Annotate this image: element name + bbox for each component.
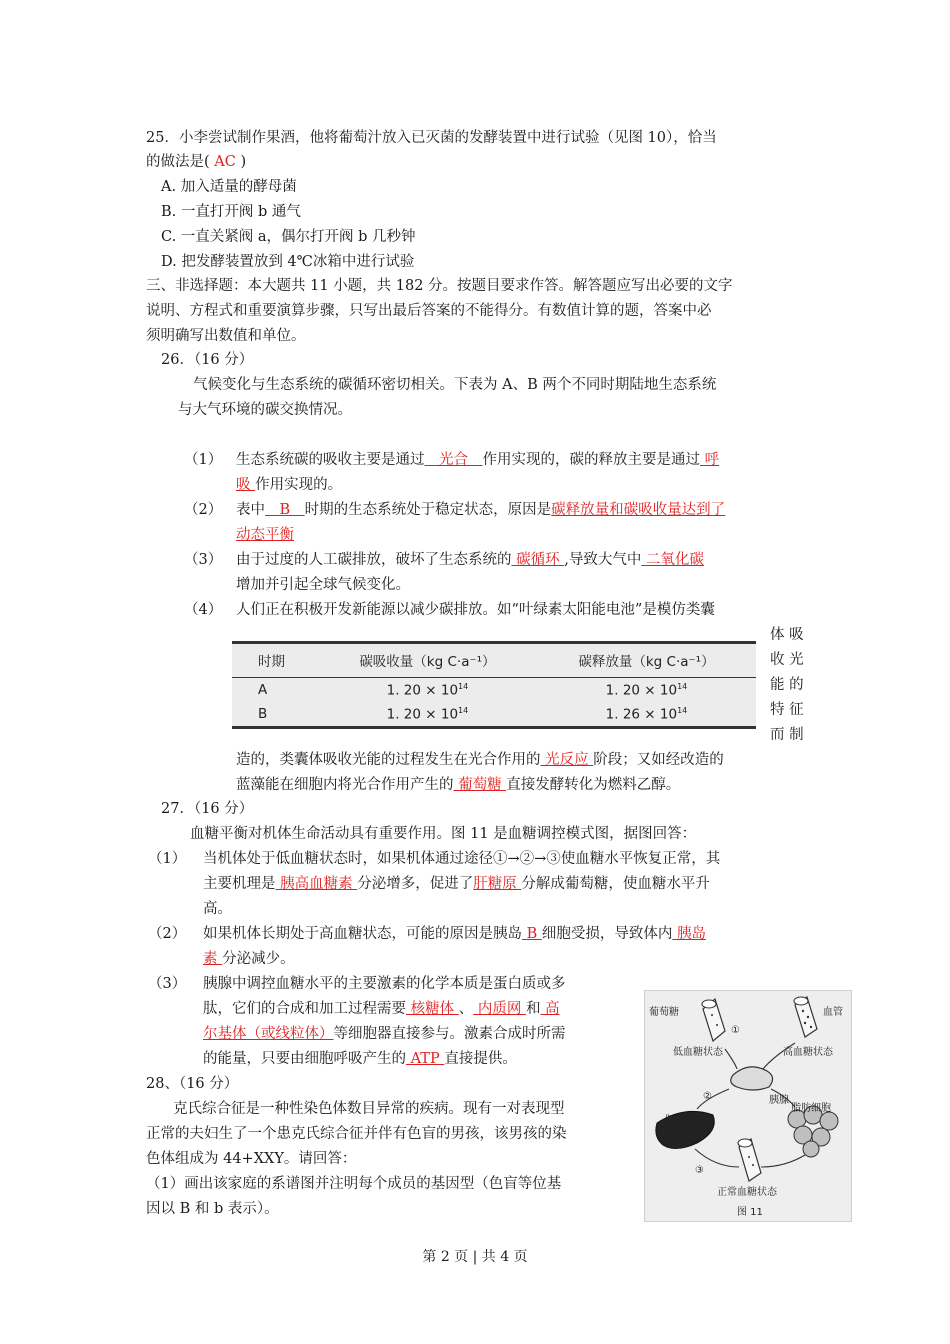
page-footer: 第 2 页 | 共 4 页: [422, 1249, 528, 1265]
q26-part1-text-b: 作用实现的，碳的释放主要是通过: [482, 452, 700, 468]
q26-intro-line2: 与大气环境的碳交换情况。: [178, 402, 352, 418]
q26-part4-answer-1: 光反应: [540, 752, 594, 768]
figure-caption: 图 11: [737, 1207, 763, 1218]
q26-part1-answer-2a: 呼: [700, 452, 720, 468]
table-exponent: 14: [677, 681, 688, 691]
q27-part2-number: （2）: [148, 926, 187, 942]
q25-option-d: D. 把发酵装置放到 4℃冰箱中进行试验: [161, 254, 415, 270]
q27-part2-text-b: 细胞受损，导致体内: [541, 926, 673, 942]
q27-part3-line2: [203, 999, 560, 1019]
q26-intro-line1: 气候变化与生态系统的碳循环密切相关。下表为 A、B 两个不同时期陆地生态系统: [193, 377, 717, 393]
section3-line1: 三、非选择题：本大题共 11 小题，共 182 分。按题目要求作答。解答题应写出必要的文字: [146, 278, 733, 294]
q27-part3-and: 和: [525, 1001, 541, 1017]
table-cell-release: [537, 677, 756, 701]
pancreas-icon: [731, 1067, 773, 1090]
q25-stem-prefix: 的做法是(: [146, 154, 210, 170]
low-sugar-vessel-icon: [702, 999, 725, 1041]
table-value: 1. 20 × 10: [386, 706, 459, 723]
section3-line3: 须明确写出数值和单位。: [146, 328, 306, 344]
q26-part3-line1: [236, 550, 704, 570]
figure-label-liver: 肝脏: [665, 1115, 685, 1126]
figure-step-3: ③: [695, 1165, 704, 1176]
table-value: 1. 26 × 10: [605, 706, 678, 723]
q27-part3-line1: 胰腺中调控血糖水平的主要激素的化学本质是蛋白质或多: [203, 976, 566, 992]
q26-part3-text-a: 由于过度的人工碳排放，破坏了生态系统的: [236, 552, 512, 568]
q27-part3-text-c: 等细胞器直接参与。激素合成时所需: [333, 1026, 566, 1042]
q26-part4-side-4: 特 征: [770, 702, 804, 718]
q27-intro: 血糖平衡对机体生命活动具有重要作用。图 11 是血糖调控模式图，据图回答：: [190, 826, 697, 842]
q26-part4-line2: [236, 750, 724, 770]
q26-part1-line2: [236, 475, 342, 495]
table-header-release: 碳释放量（kg C·a⁻¹）: [537, 643, 756, 678]
q26-part3-line2: 增加并引起全球气候变化。: [236, 577, 410, 593]
table-cell-release: [537, 702, 756, 728]
q27-part2-line2: [203, 949, 295, 969]
q27-part3-text-b: 肽，它们的合成和加工过程需要: [203, 1001, 406, 1017]
q28-line3: 色体组成为 44+XXY。请回答：: [146, 1151, 357, 1167]
table-cell-period: A: [258, 681, 268, 698]
carbon-exchange-table: [232, 641, 756, 729]
q26-part2-line1: [236, 500, 725, 520]
q27-part1-number: （1）: [148, 851, 187, 867]
figure-label-fat-cells: 脂肪细胞: [791, 1103, 831, 1114]
q26-part2-text-b: 时期的生态系统处于稳定状态，原因是: [304, 502, 552, 518]
table-cell-period: B: [232, 702, 318, 728]
q26-part4-line1: 人们正在积极开发新能源以减少碳排放。如“叶绿素太阳能电池”是模仿类囊: [236, 602, 715, 618]
q27-part3-answer-4: ATP: [406, 1051, 445, 1067]
figure-label-glucose: 葡萄糖: [649, 1007, 679, 1018]
q26-part2-answer-1: B: [265, 502, 305, 518]
table-exponent: 14: [677, 705, 688, 715]
q27-part3-text-e: 直接提供。: [444, 1051, 517, 1067]
q26-part4-text-d: 蓝藻能在细胞内将光合作用产生的: [236, 777, 454, 793]
q26-part2-line2: [236, 525, 294, 545]
q28-line4: （1）画出该家庭的系谱图并注明每个成员的基因型（色盲等位基: [146, 1176, 562, 1192]
figure-label-low-sugar: 低血糖状态: [673, 1047, 723, 1058]
q28-line5: 因以 B 和 b 表示）。: [146, 1201, 279, 1217]
figure-label-pancreas: 胰腺: [769, 1095, 789, 1106]
q26-part3-answer-2: 二氧化碳: [641, 552, 704, 568]
figure-label-high-sugar: 高血糖状态: [783, 1047, 833, 1058]
q27-part3-answer-3b: 尔基体（或线粒体）: [203, 1026, 334, 1042]
q26-part3-answer-1: 碳循环: [511, 552, 565, 568]
q27-part1-line2: [203, 874, 710, 894]
table-exponent: 14: [458, 681, 469, 691]
q25-stem-line2: [146, 152, 246, 172]
q27-part1-line1: 当机体处于低血糖状态时，如果机体通过途径①→②→③使血糖水平恢复正常，其: [203, 851, 721, 867]
q26-part3-number: （3）: [184, 552, 223, 568]
q27-part3-number: （3）: [148, 976, 187, 992]
q25-option-b: B. 一直打开阀 b 通气: [161, 204, 301, 220]
q28-line2: 正常的夫妇生了一个患克氏综合征并伴有色盲的男孩，该男孩的染: [146, 1126, 567, 1142]
q27-part2-answer-2b: 素: [203, 951, 223, 967]
table-header-absorb: 碳吸收量（kg C·a⁻¹）: [318, 643, 537, 678]
section3-line2: 说明、方程式和重要演算步骤，只写出最后答案的不能得分。有数值计算的题，答案中必: [146, 303, 712, 319]
q26-part1-text-c: 作用实现的。: [255, 477, 343, 493]
figure-11-blood-sugar-diagram: [644, 990, 852, 1222]
normal-sugar-vessel-icon: [738, 1139, 761, 1181]
q25-option-a: A. 加入适量的酵母菌: [161, 179, 297, 195]
q26-part4-side-2: 收 光: [770, 652, 804, 668]
q27-part1-text-c: 分泌增多，促进了: [357, 876, 474, 892]
q26-part1-line1: [236, 450, 719, 470]
table-exponent: 14: [458, 705, 469, 715]
figure-label-vessel: 血管: [823, 1007, 843, 1018]
q27-part2-answer-2a: 胰岛: [672, 926, 706, 942]
q26-part4-line3: [236, 775, 680, 795]
q27-part3-text-d: 的能量，只要由细胞呼吸产生的: [203, 1051, 406, 1067]
q27-part2-line1: [203, 924, 706, 944]
q26-part4-side-5: 而 制: [770, 727, 804, 743]
q26-part3-text-b: ,导致大气中: [564, 552, 642, 568]
q26-part1-text-a: 生态系统碳的吸收主要是通过: [236, 452, 425, 468]
q27-part2-text-c: 分泌减少。: [222, 951, 295, 967]
q27-part1-text-b: 主要机理是: [203, 876, 276, 892]
high-sugar-vessel-icon: [794, 997, 817, 1037]
table-cell-absorb: [318, 677, 537, 701]
q26-part4-number: （4）: [184, 602, 223, 618]
q26-heading: 26．（16 分）: [161, 352, 254, 368]
q26-part4-text-e: 直接发酵转化为燃料乙醇。: [506, 777, 681, 793]
q27-part1-text-d: 分解成葡萄糖，使血糖水平升: [521, 876, 710, 892]
q27-part1-answer-2: 肝糖原: [473, 876, 522, 892]
table-header-period: 时期: [232, 643, 318, 678]
table-value: 1. 20 × 10: [386, 682, 459, 699]
figure-label-normal-sugar: 正常血糖状态: [717, 1187, 777, 1198]
q27-part3-answer-2: 内质网: [473, 1001, 526, 1017]
q26-part4-text-c: 阶段；又如经改造的: [593, 752, 724, 768]
q26-part2-answer-2b: 动态平衡: [236, 527, 294, 543]
q25-stem-suffix: ): [240, 154, 247, 170]
q27-part3-separator: 、: [458, 1001, 474, 1017]
q26-part4-text-b: 造的，类囊体吸收光能的过程发生在光合作用的: [236, 752, 541, 768]
q27-part2-text-a: 如果机体长期处于高血糖状态，可能的原因是胰岛: [203, 926, 522, 942]
q27-part3-line3: [203, 1024, 566, 1044]
q26-part1-number: （1）: [184, 452, 223, 468]
table-row: [232, 702, 756, 728]
q26-part4-side-1: 体 吸: [770, 627, 804, 643]
q27-part3-answer-1: 核糖体: [406, 1001, 459, 1017]
table-header-row: [232, 643, 756, 678]
q26-part1-answer-2b: 吸: [236, 477, 256, 493]
q26-part2-answer-2a: 碳释放量和碳吸收量达到了: [551, 502, 726, 518]
q27-heading: 27．（16 分）: [161, 801, 254, 817]
q26-part2-number: （2）: [184, 502, 223, 518]
q25-option-c: C. 一直关紧阀 a，偶尔打开阀 b 几秒钟: [161, 229, 416, 245]
q27-part2-answer-1: B: [522, 926, 542, 942]
q28-line1: 克氏综合征是一种性染色体数目异常的疾病。现有一对表现型: [173, 1101, 565, 1117]
q27-part3-line4: [203, 1049, 517, 1069]
table-value: 1. 20 × 10: [605, 682, 678, 699]
q25-answer: AC: [214, 154, 236, 170]
table-row: [232, 677, 756, 701]
q26-part1-answer-1: 光合: [424, 452, 483, 468]
q28-heading: 28、（16 分）: [146, 1076, 239, 1092]
q26-part2-text-a: 表中: [236, 502, 265, 518]
q27-part3-answer-3a: 高: [540, 1001, 560, 1017]
q26-part4-answer-2: 葡萄糖: [453, 777, 507, 793]
q25-stem-line1: 25．小李尝试制作果酒，他将葡萄汁放入已灭菌的发酵装置中进行试验（见图 10），恰当: [146, 130, 717, 146]
figure-step-1: ①: [731, 1025, 740, 1036]
q27-part1-answer-1: 胰高血糖素: [275, 876, 358, 892]
figure-step-2: ②: [703, 1091, 712, 1102]
table-cell-absorb: [318, 702, 537, 728]
q27-part1-line3: 高。: [203, 901, 232, 917]
q26-part4-side-3: 能 的: [770, 677, 804, 693]
